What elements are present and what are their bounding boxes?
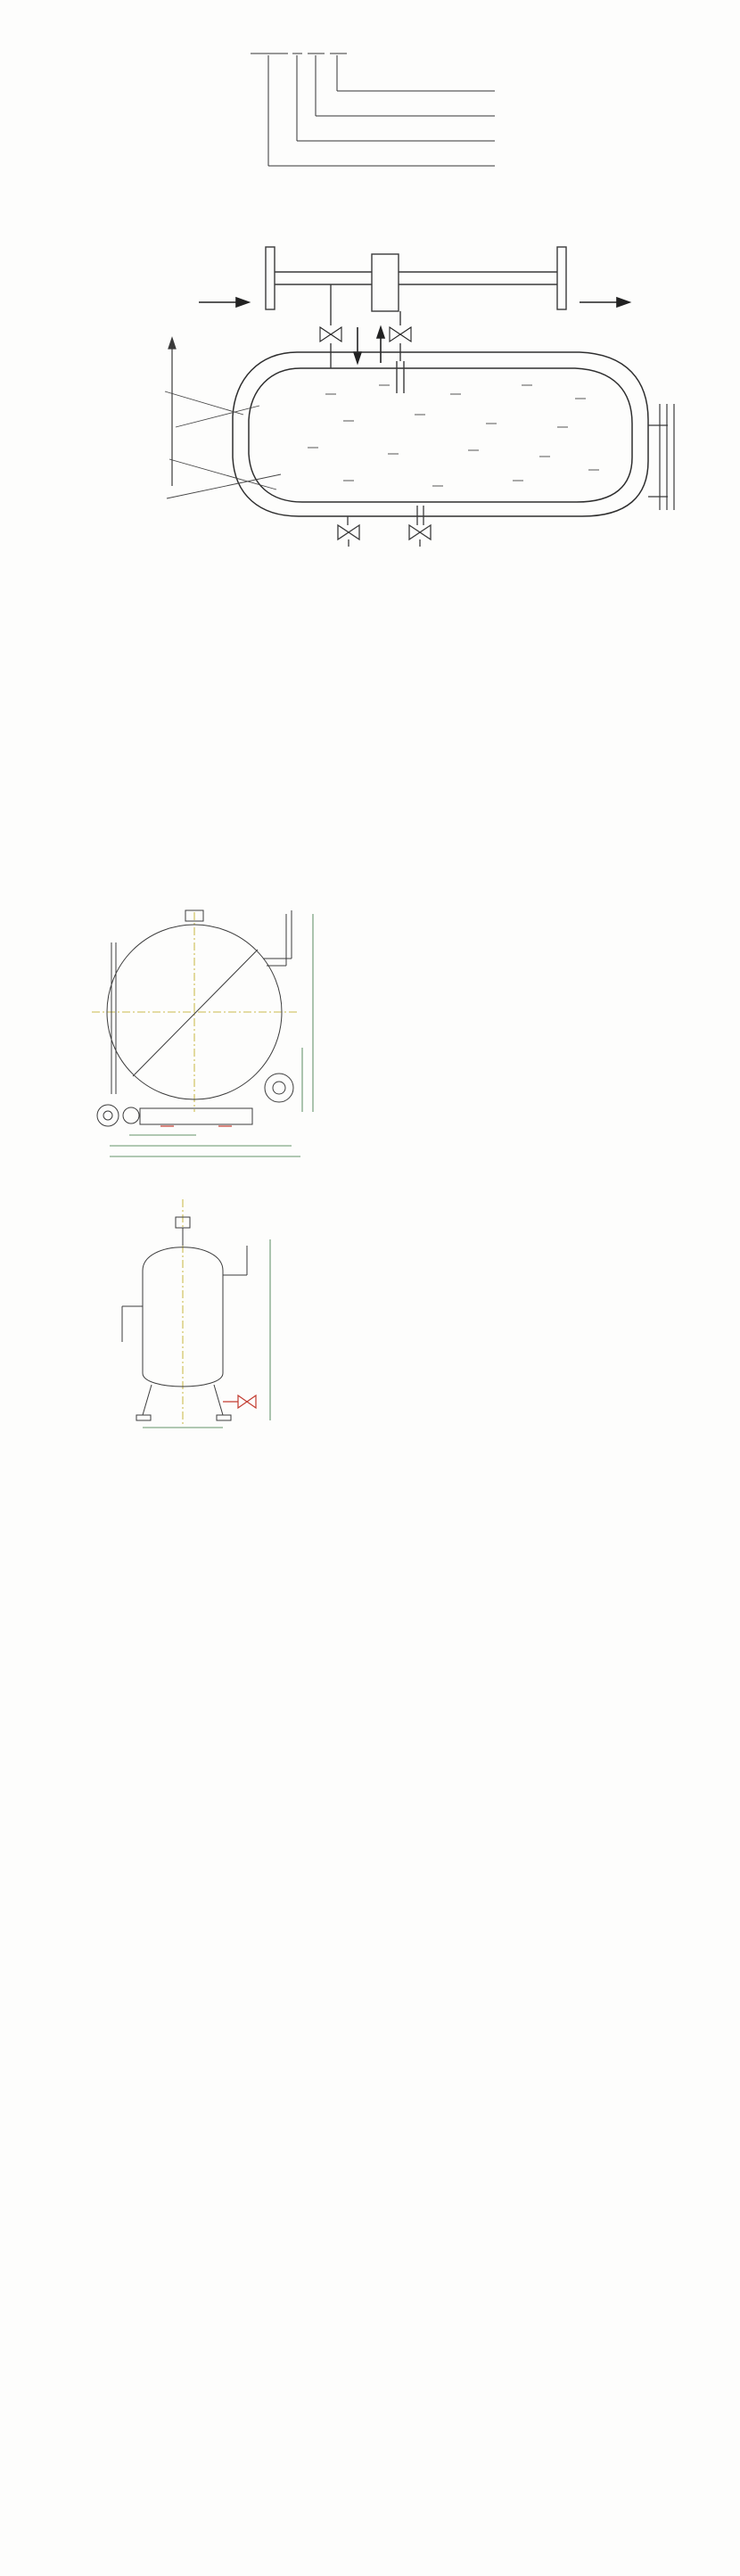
- vertical-tank-drawing: [76, 1190, 299, 1431]
- pressure-loss-section: [76, 624, 687, 852]
- table2-block: [76, 1190, 687, 1431]
- horizontal-tank-drawing: [76, 887, 334, 1164]
- working-principle-diagram: [76, 202, 687, 581]
- model-example-diagram: [210, 32, 687, 186]
- table1-block: [76, 887, 687, 1164]
- model-code-callout-graphic: [210, 32, 709, 182]
- tank-schematic-graphic: [76, 202, 700, 577]
- pressure-loss-chart: [317, 624, 687, 852]
- supply-time-text: [76, 624, 317, 852]
- pressure-loss-chart-graphic: [317, 624, 687, 847]
